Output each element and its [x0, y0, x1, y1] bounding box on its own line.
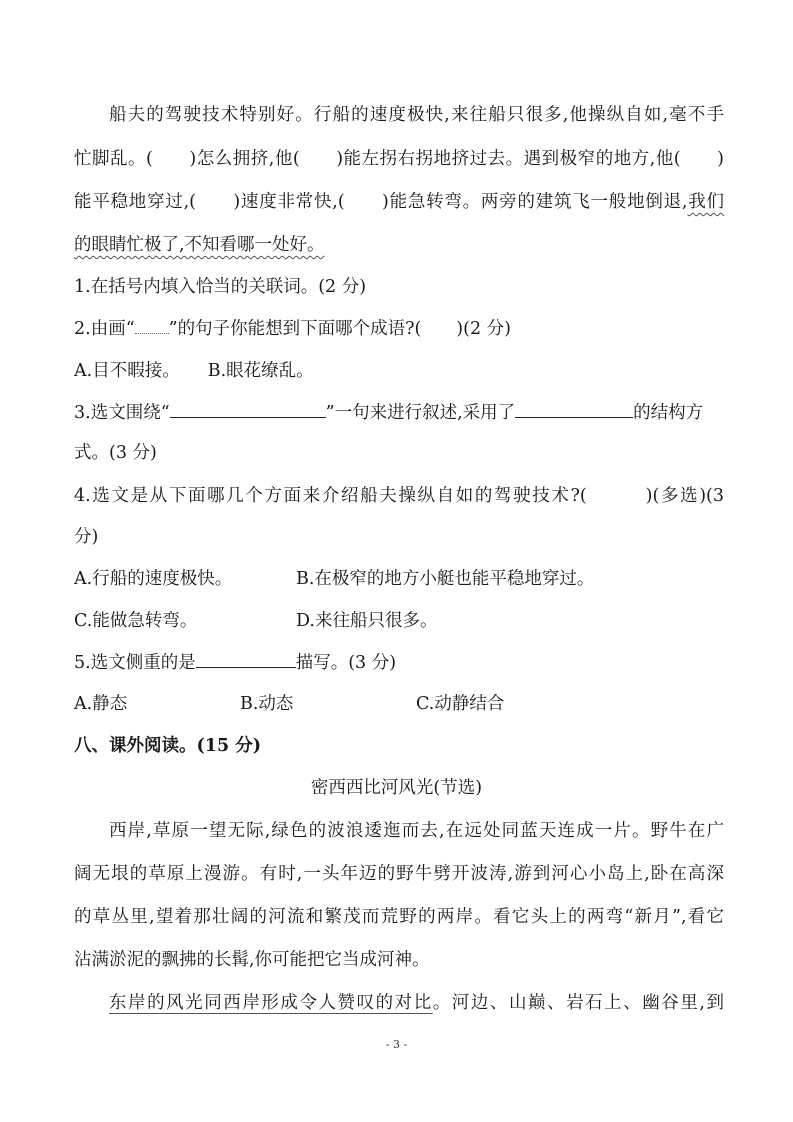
question-4-line-2: 分) — [74, 527, 99, 547]
passage1-line-3-text: 能平稳地穿过,( )速度非常快,( )能急转弯。两旁的建筑飞一般地倒退, — [74, 192, 688, 212]
passage2-line-3: 的草丛里,望着那壮阔的河流和繁茂而荒野的两岸。看它头上的两弯“新月”,看它 — [74, 907, 724, 927]
question-2-prefix: 2.由画“ — [74, 319, 135, 339]
passage2-line-4: 沾满淤泥的飘拂的长髯,你可能把它当成河神。 — [74, 950, 430, 970]
question-2 — [74, 317, 724, 341]
question-5-options — [74, 692, 724, 716]
option-4c: C.能做急转弯。 — [74, 611, 198, 631]
wavy-underlined-sentence-start: 我们 — [687, 192, 725, 212]
question-3-line-2: 式。(3 分) — [74, 443, 157, 463]
passage2-line-2: 阔无垠的草原上漫游。有时,一头年迈的野牛劈开波涛,游到河心小岛上,卧在高深 — [74, 864, 724, 884]
option-5c: C.动静结合 — [416, 694, 505, 714]
passage1-line-4 — [74, 233, 724, 257]
question-4: 4.选文是从下面哪几个方面来介绍船夫操纵自如的驾驶技术?( )(多选)(3 — [74, 486, 724, 506]
passage1-line-3 — [74, 190, 724, 214]
answer-blank-5[interactable] — [196, 650, 296, 668]
question-3-suffix: 的结构方 — [633, 403, 704, 423]
option-2b: B.眼花缭乱。 — [207, 361, 314, 381]
option-5a: A.静态 — [74, 694, 128, 714]
answer-blank-3a[interactable] — [170, 400, 326, 418]
option-5b: B.动态 — [240, 694, 294, 714]
question-3-middle: ”一句来进行叙述,采用了 — [325, 403, 516, 423]
question-2-options — [74, 359, 724, 383]
question-5-suffix: 描写。(3 分) — [295, 653, 397, 673]
question-5 — [74, 650, 724, 675]
question-3-prefix: 3.选文围绕“ — [74, 403, 170, 423]
passage-title: 密西西比河风光(节选) — [310, 778, 483, 798]
answer-blank-3b[interactable] — [515, 400, 633, 418]
option-4d: D.来往船只很多。 — [296, 611, 438, 631]
question-2-suffix: ”的句子你能想到下面哪个成语?( )(2 分) — [168, 319, 511, 339]
page-number: - 3 - — [385, 1038, 408, 1051]
passage1-line-1: 船夫的驾驶技术特别好。行船的速度极快,来往船只很多,他操纵自如,毫不手 — [109, 105, 724, 125]
question-4-options-cd — [74, 609, 724, 633]
question-4-options-ab — [74, 567, 724, 591]
underlined-sentence: 东岸的风光同西岸形成令人赞叹的对比 — [109, 993, 433, 1013]
question-3 — [74, 400, 724, 425]
passage3-line-1 — [74, 991, 724, 1015]
wavy-line-mark — [135, 323, 169, 334]
passage1-line-2: 忙脚乱。( )怎么拥挤,他( )能左拐右拐地挤过去。遇到极窄的地方,他( ) — [74, 149, 724, 169]
passage2-line-1: 西岸,草原一望无际,绿色的波浪逶迤而去,在远处同蓝天连成一片。野牛在广 — [109, 821, 724, 841]
option-2a: A.目不暇接。 — [74, 361, 180, 381]
question-1: 1.在括号内填入恰当的关联词。(2 分) — [74, 277, 367, 297]
option-4a: A.行船的速度极快。 — [74, 569, 233, 589]
option-4b: B.在极窄的地方小艇也能平稳地穿过。 — [296, 569, 595, 589]
wavy-underlined-sentence-end: 的眼睛忙极了,不知看哪一处好。 — [74, 235, 325, 255]
question-5-prefix: 5.选文侧重的是 — [74, 653, 196, 673]
section-heading: 八、课外阅读。(15 分) — [74, 736, 262, 756]
passage3-line-1-rest: 。河边、山巅、岩石上、幽谷里,到 — [432, 993, 725, 1013]
